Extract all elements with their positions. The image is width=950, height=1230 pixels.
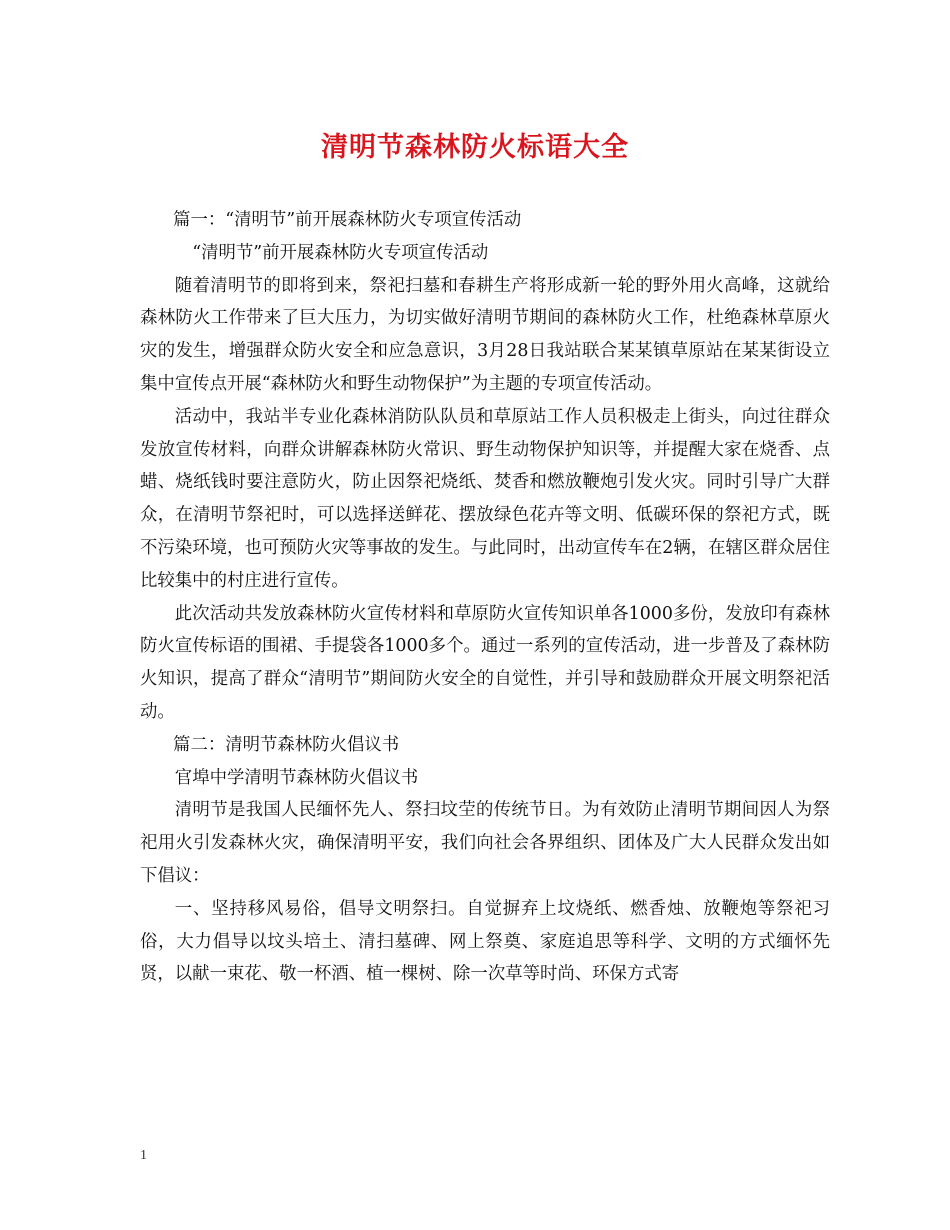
paragraph: 随着清明节的即将到来，祭祀扫墓和春耕生产将形成新一轮的野外用火高峰，这就给森林防火工作带来了巨大压力，为切实做好清明节期间的森林防火工作，杜绝森林草原火灾的发生，增强群众防火安全和应急意识，3月28日我站联合某某镇草原站在某某街设立集中宣传点开展“森林防火和野生动物保护”为主题的专项宣传活动。 [140, 275, 830, 394]
paragraph: 活动中，我站半专业化森林消防队队员和草原站工作人员积极走上街头，向过往群众发放宣传材料，向群众讲解森林防火常识、野生动物保护知识等，并提醒大家在烧香、点蜡、烧纸钱时要注意防火，防止因祭祀烧纸、焚香和燃放鞭炮引发火灾。同时引导广大群众，在清明节祭祀时，可以选择送鲜花、摆放绿色花卉等文明、低碳环保的祭祀方式，既不污染环境，也可预防火灾等事故的发生。与此同时，出动宣传车在2辆，在辖区群众居住比较集中的村庄进行宣传。 [140, 406, 830, 591]
paragraph: 清明节是我国人民缅怀先人、祭扫坟茔的传统节日。为有效防止清明节期间因人为祭祀用火引发森林火灾，确保清明平安，我们向社会各界组织、团体及广大人民群众发出如下倡议： [140, 800, 830, 886]
document-title: 清明节森林防火标语大全 [321, 132, 629, 163]
section-heading-2: 篇二：清明节森林防火倡议书 [173, 734, 400, 755]
section-heading-1: 篇一：“清明节”前开展森林防火专项宣传活动 [173, 210, 522, 230]
subheading-2: 官埠中学清明节森林防火倡议书 [174, 767, 419, 788]
paragraph: 一、坚持移风易俗，倡导文明祭扫。自觉摒弃上坟烧纸、燃香烛、放鞭炮等祭祀习俗，大力倡导以坟头培土、清扫墓碑、网上祭奠、家庭追思等科学、文明的方式缅怀先贤，以献一束花、敬一杯酒、植一棵树、除一次草等时尚、环保方式寄 [140, 898, 830, 985]
paragraph: 此次活动共发放森林防火宣传材料和草原防火宣传知识单各1000多份，发放印有森林防火宣传标语的围裙、手提袋各1000多个。通过一系列的宣传活动，进一步普及了森林防火知识，提高了群众“清明节”期间防火安全的自觉性，并引导和鼓励群众开展文明祭祀活动。 [140, 603, 830, 722]
page-number: 1 [140, 1148, 147, 1163]
document-body [140, 204, 830, 991]
subheading-1: “清明节”前开展森林防火专项宣传活动 [192, 242, 489, 263]
